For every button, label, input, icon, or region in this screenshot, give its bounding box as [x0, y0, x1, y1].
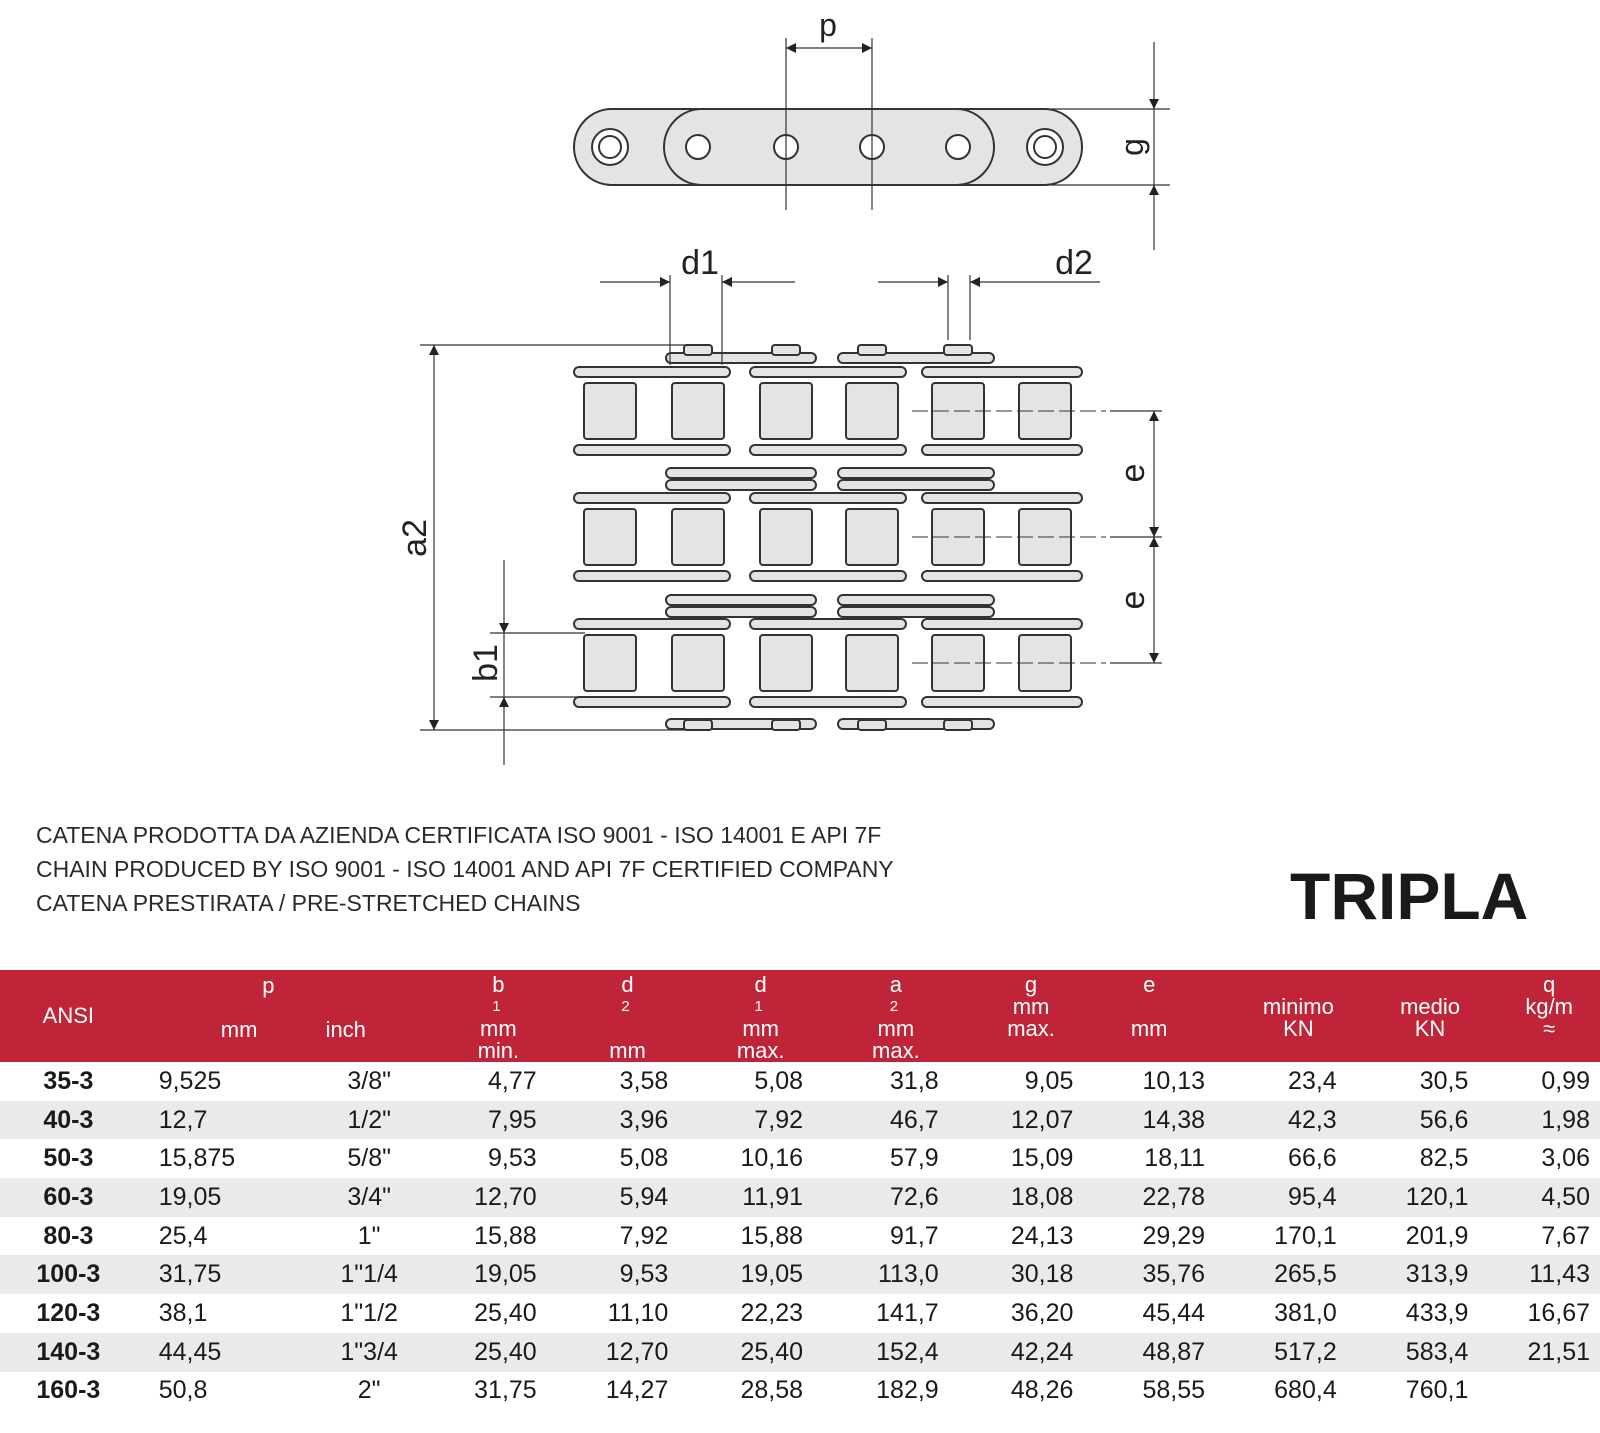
- cell-q: 16,67: [1527, 1298, 1590, 1327]
- th-p-mm: mm: [220, 1017, 258, 1042]
- cell-med: 56,6: [1419, 1105, 1469, 1134]
- outer-plate: [666, 468, 816, 478]
- cell-p-inch: 1"1/4: [340, 1260, 398, 1289]
- cell-ansi: 50-3: [43, 1144, 94, 1173]
- cell-ansi: 60-3: [43, 1182, 94, 1211]
- th-minimo: minimo KN: [1262, 994, 1334, 1041]
- chain-side-view: [574, 109, 1082, 185]
- cell-a2: 152,4: [876, 1337, 939, 1366]
- th-medio: medio KN: [1400, 994, 1460, 1041]
- cell-e: 29,29: [1142, 1221, 1206, 1250]
- pin-head: [944, 720, 972, 730]
- outer-plate: [666, 595, 816, 605]
- roller: [584, 635, 636, 691]
- certification-notes: [36, 818, 894, 920]
- cell-b1: 15,88: [474, 1221, 537, 1250]
- spec-table: [0, 970, 1600, 1410]
- table-header-row: [0, 970, 1600, 1062]
- cell-min: 680,4: [1274, 1376, 1337, 1405]
- cell-min: 170,1: [1274, 1221, 1337, 1250]
- note-line-prestretched: CATENA PRESTIRATA / PRE-STRETCHED CHAINS: [36, 890, 581, 916]
- inner-plate: [750, 619, 906, 629]
- cell-a2: 57,9: [890, 1144, 939, 1173]
- cell-p-inch: 5/8": [347, 1144, 391, 1173]
- cell-med: 30,5: [1419, 1066, 1469, 1095]
- cell-b1: 4,77: [488, 1066, 537, 1095]
- cell-a2: 91,7: [890, 1221, 939, 1250]
- side-inner-plate: [664, 109, 994, 185]
- cell-e: 22,78: [1142, 1182, 1206, 1211]
- roller: [672, 383, 724, 439]
- th-e: e mm: [1130, 972, 1168, 1041]
- cell-d2: 12,70: [605, 1337, 669, 1366]
- cell-b1: 7,95: [488, 1105, 537, 1134]
- inner-plate: [574, 445, 730, 455]
- cell-d2: 5,08: [619, 1144, 669, 1173]
- outer-plate: [666, 480, 816, 490]
- cell-q: 11,43: [1529, 1260, 1590, 1289]
- cell-d2: 5,94: [619, 1182, 669, 1211]
- inner-plate: [922, 697, 1082, 707]
- table-row: [0, 1217, 1600, 1256]
- cell-q: 3,06: [1541, 1144, 1590, 1173]
- outer-plate: [838, 595, 994, 605]
- cell-med: 120,1: [1405, 1182, 1469, 1211]
- cell-g: 30,18: [1010, 1260, 1074, 1289]
- cell-e: 14,38: [1142, 1105, 1206, 1134]
- roller: [672, 635, 724, 691]
- cell-a2: 46,7: [890, 1105, 939, 1134]
- cell-d2: 14,27: [605, 1376, 669, 1405]
- pin-head: [684, 720, 712, 730]
- cell-min: 23,4: [1288, 1066, 1337, 1095]
- cell-d2: 7,92: [619, 1221, 669, 1250]
- cell-b1: 25,40: [474, 1337, 537, 1366]
- inner-plate: [922, 619, 1082, 629]
- th-b1: b 1 mm min.: [477, 972, 520, 1063]
- th-d2: d 2 mm: [609, 972, 646, 1063]
- cell-med: 583,4: [1405, 1337, 1469, 1366]
- label-d2: d2: [1055, 244, 1093, 282]
- roller: [584, 509, 636, 565]
- cell-b1: 12,70: [474, 1182, 537, 1211]
- cell-d1: 22,23: [740, 1298, 804, 1327]
- cell-d1: 15,88: [740, 1221, 804, 1250]
- label-e-top: e: [1114, 463, 1152, 483]
- pin-head: [858, 345, 886, 355]
- cell-e: 48,87: [1142, 1337, 1206, 1366]
- page-title: TRIPLA: [1290, 859, 1529, 933]
- cell-p-mm: 31,75: [158, 1260, 222, 1289]
- cell-p-mm: 50,8: [158, 1376, 208, 1405]
- cell-p-inch: 1"1/2: [340, 1298, 398, 1327]
- th-ansi: [0, 970, 137, 1062]
- inner-plate: [922, 493, 1082, 503]
- table-row: [0, 1255, 1600, 1294]
- outer-plate: [838, 468, 994, 478]
- th-p: [137, 970, 400, 1062]
- cell-b1: 31,75: [474, 1376, 537, 1405]
- cell-p-inch: 3/8": [347, 1066, 391, 1095]
- cell-med: 760,1: [1405, 1376, 1469, 1405]
- table-row: [0, 1139, 1600, 1178]
- roller: [760, 635, 812, 691]
- cell-q: 4,50: [1541, 1182, 1590, 1211]
- th-g: g mm max.: [1007, 972, 1055, 1041]
- cell-e: 45,44: [1142, 1298, 1206, 1327]
- cell-d1: 25,40: [740, 1337, 804, 1366]
- cell-ansi: 35-3: [43, 1066, 94, 1095]
- cell-d1: 5,08: [754, 1066, 804, 1095]
- roller: [760, 383, 812, 439]
- label-e-bottom: e: [1114, 590, 1152, 610]
- cell-min: 381,0: [1274, 1298, 1337, 1327]
- cell-g: 12,07: [1010, 1105, 1074, 1134]
- cell-g: 48,26: [1010, 1376, 1074, 1405]
- cell-ansi: 120-3: [36, 1298, 101, 1327]
- label-p: p: [819, 7, 837, 43]
- cell-med: 201,9: [1405, 1221, 1469, 1250]
- cell-p-mm: 9,525: [158, 1066, 222, 1095]
- cell-ansi: 160-3: [36, 1376, 101, 1405]
- inner-plate: [922, 367, 1082, 377]
- cell-g: 18,08: [1010, 1182, 1074, 1211]
- cell-a2: 113,0: [877, 1260, 939, 1289]
- label-b1: b1: [467, 644, 505, 682]
- cell-min: 42,3: [1288, 1105, 1337, 1134]
- cell-g: 42,24: [1010, 1337, 1074, 1366]
- cell-q: [1473, 1372, 1600, 1411]
- cell-d1: 11,91: [742, 1182, 804, 1211]
- label-d1: d1: [681, 244, 719, 282]
- cell-g: 9,05: [1024, 1066, 1074, 1095]
- cell-p-mm: 25,4: [158, 1221, 208, 1250]
- cell-d2: 11,10: [607, 1298, 669, 1327]
- cell-med: 313,9: [1405, 1260, 1469, 1289]
- cell-e: 58,55: [1142, 1376, 1206, 1405]
- th-a2: a 2 mm max.: [872, 972, 920, 1063]
- roller: [846, 383, 898, 439]
- inner-plate: [750, 445, 906, 455]
- inner-plate: [750, 367, 906, 377]
- cell-p-inch: 1"3/4: [340, 1337, 398, 1366]
- cell-min: 265,5: [1274, 1260, 1337, 1289]
- cell-e: 10,13: [1142, 1066, 1206, 1095]
- cell-d1: 19,05: [740, 1260, 804, 1289]
- inner-plate: [574, 493, 730, 503]
- cell-med: 82,5: [1419, 1144, 1469, 1173]
- table-row: [0, 1372, 1600, 1411]
- label-g: g: [1114, 138, 1150, 156]
- pin-head: [772, 345, 800, 355]
- cell-min: 517,2: [1274, 1337, 1337, 1366]
- cell-p-inch: 3/4": [347, 1182, 391, 1211]
- outer-plate: [838, 480, 994, 490]
- cell-d2: 3,96: [619, 1105, 669, 1134]
- cell-p-mm: 19,05: [158, 1182, 222, 1211]
- cell-p-inch: 1/2": [347, 1105, 391, 1134]
- th-p-inch: inch: [325, 1017, 366, 1042]
- inner-plate: [574, 619, 730, 629]
- cell-ansi: 40-3: [43, 1105, 94, 1134]
- cell-a2: 141,7: [876, 1298, 939, 1327]
- cell-p-mm: 44,45: [158, 1337, 222, 1366]
- pin-head: [684, 345, 712, 355]
- table-row: [0, 1333, 1600, 1372]
- inner-plate: [922, 571, 1082, 581]
- cell-d1: 7,92: [754, 1105, 804, 1134]
- inner-plate: [574, 571, 730, 581]
- cell-g: 36,20: [1010, 1298, 1074, 1327]
- outer-plate: [838, 607, 994, 617]
- cell-p-mm: 15,875: [158, 1144, 236, 1173]
- label-a2: a2: [396, 519, 434, 557]
- cell-ansi: 100-3: [36, 1260, 101, 1289]
- table-row: [0, 1101, 1600, 1140]
- note-line-en: CHAIN PRODUCED BY ISO 9001 - ISO 14001 AND API 7F CERTIFIED COMPANY: [36, 856, 894, 882]
- cell-a2: 31,8: [890, 1066, 939, 1095]
- inner-plate: [922, 445, 1082, 455]
- cell-d1: 28,58: [740, 1376, 804, 1405]
- inner-plate: [574, 367, 730, 377]
- pin-head: [944, 345, 972, 355]
- cell-p-inch: 2": [357, 1376, 381, 1405]
- cell-q: 21,51: [1527, 1337, 1590, 1366]
- cell-q: 7,67: [1541, 1221, 1590, 1250]
- roller: [846, 635, 898, 691]
- cell-b1: 9,53: [488, 1144, 537, 1173]
- cell-med: 433,9: [1405, 1298, 1469, 1327]
- table-body: [0, 1062, 1600, 1410]
- cell-d2: 9,53: [619, 1260, 669, 1289]
- cell-min: 95,4: [1288, 1182, 1337, 1211]
- cell-d1: 10,16: [740, 1144, 804, 1173]
- table-row: [0, 1178, 1600, 1217]
- pin-head: [772, 720, 800, 730]
- cell-g: 15,09: [1010, 1144, 1074, 1173]
- inner-plate: [750, 697, 906, 707]
- note-line-it: CATENA PRODOTTA DA AZIENDA CERTIFICATA ISO 9001 - ISO 14001 E API 7F: [36, 822, 882, 848]
- outer-plate: [666, 607, 816, 617]
- roller: [846, 509, 898, 565]
- cell-e: 18,11: [1144, 1144, 1206, 1173]
- cell-a2: 72,6: [890, 1182, 939, 1211]
- cell-b1: 25,40: [474, 1298, 537, 1327]
- cell-ansi: 80-3: [43, 1221, 94, 1250]
- cell-min: 66,6: [1288, 1144, 1337, 1173]
- th-d1: d 1 mm max.: [736, 972, 785, 1063]
- inner-plate: [750, 571, 906, 581]
- cell-a2: 182,9: [876, 1376, 939, 1405]
- roller: [760, 509, 812, 565]
- cell-ansi: 140-3: [36, 1337, 101, 1366]
- cell-q: 0,99: [1541, 1066, 1590, 1095]
- table-row: [0, 1062, 1600, 1101]
- roller: [584, 383, 636, 439]
- cell-q: 1,98: [1541, 1105, 1590, 1134]
- table-row: [0, 1294, 1600, 1333]
- th-p-label: p: [262, 973, 275, 998]
- inner-plate: [750, 493, 906, 503]
- cell-p-mm: 12,7: [158, 1105, 208, 1134]
- inner-plate: [574, 697, 730, 707]
- th-q: q kg/m ≈: [1525, 972, 1574, 1041]
- pin-head: [858, 720, 886, 730]
- cell-p-inch: 1": [357, 1221, 381, 1250]
- cell-e: 35,76: [1142, 1260, 1206, 1289]
- cell-p-mm: 38,1: [158, 1298, 208, 1327]
- roller: [672, 509, 724, 565]
- th-ansi-label: ANSI: [42, 1003, 95, 1028]
- cell-d2: 3,58: [619, 1066, 669, 1095]
- cell-b1: 19,05: [474, 1260, 537, 1289]
- cell-g: 24,13: [1010, 1221, 1074, 1250]
